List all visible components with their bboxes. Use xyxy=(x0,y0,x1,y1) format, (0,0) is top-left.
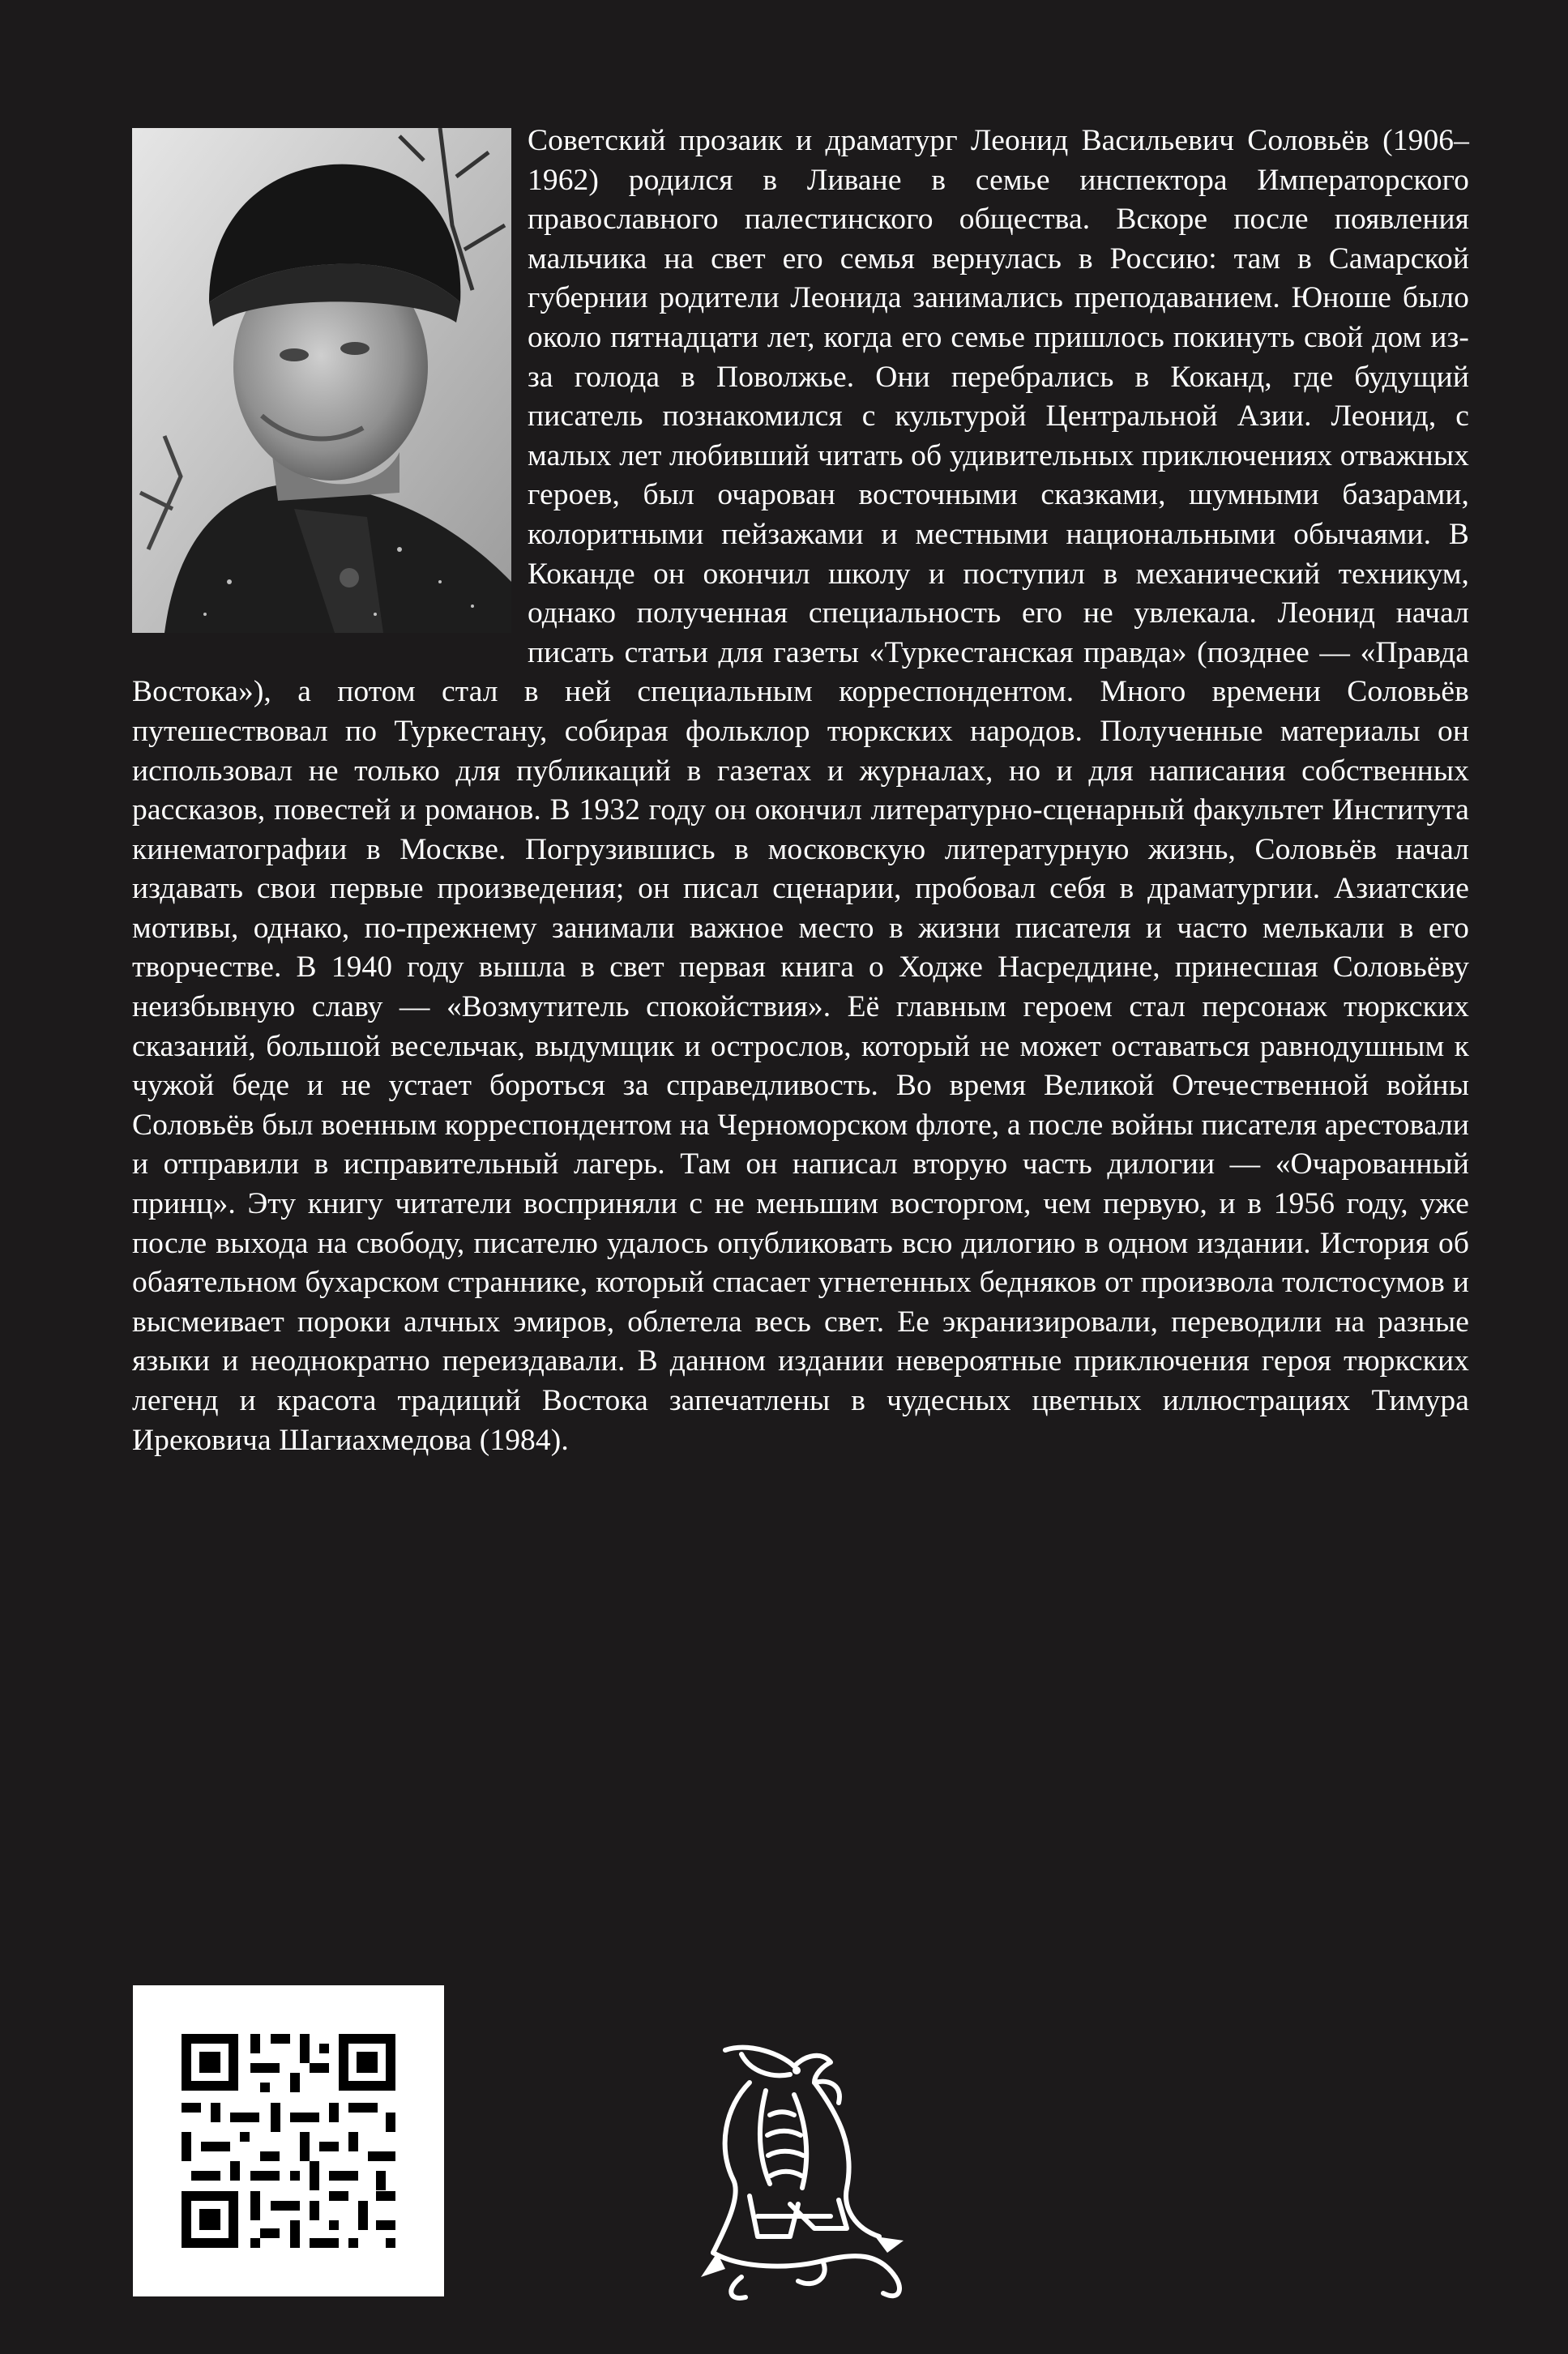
author-biography xyxy=(132,122,1469,1460)
publisher-logo xyxy=(693,2034,912,2309)
photo-wrap-spacer xyxy=(132,122,528,664)
qr-code-icon xyxy=(133,1985,444,2296)
author-biography-text: Советский прозаик и драматург Леонид Васильевич Соловьёв (1906–1962) родился в Ливане в семье инспектора Императорского православного палестинского общества. Вскоре после появления мальчика на свет его семья вернулась в Россию: там в Самарской губернии родители Леонида занимались преподаванием. Юноше было около пятнадцати лет, когда его семье пришлось покинуть свой дом из-за голода в Поволжье. Они перебрались в Коканд, где будущий писатель познакомился с культурой Центральной Азии. Леонид, с малых лет любивший читать об удивительных приключениях отважных героев, был очарован восточными сказками, шумными базарами, колоритными пейзажами и местными национальными обычаями. В Коканде он окончил школу и поступил в механический техникум, однако полученная специальность его не увлекала. Леонид начал писать статьи для газеты «Туркестанская правда» (позднее — «Правда Востока»), а потом стал в ней специальным корреспондентом. Много времени Соловьёв путешествовал по Туркестану, собирая фольклор тюркских народов. Полученные материалы он использовал не только для публикаций в газетах и журналах, но и для написания собственных рассказов, повестей и романов. В 1932 году он окончил литературно-сценарный факультет Института кинематографии в Москве. Погрузившись в московскую литературную жизнь, Соловьёв начал издавать свои первые произведения; он писал сценарии, пробовал себя в драматургии. Азиатские мотивы, однако, по-прежнему занимали важное место в жизни писателя и часто мелькали в его творчестве. В 1940 году вышла в свет первая книга о Ходже Насреддине, принесшая Соловьёву неизбывную славу — «Возмутитель спокойствия». Её главным героем стал персонаж тюркских сказаний, большой весельчак, выдумщик и острослов, который не может оставаться равнодушным к чужой беде и не устает бороться за справедливость. Во время Великой Отечественной войны Соловьёв был военным корреспондентом на Черноморском флоте, а после войны писателя арестовали и отправили в исправительный лагерь. Там он написал вторую часть дилогии — «Очарованный принц». Эту книгу читатели восприняли с не меньшим восторгом, чем первую, и в 1956 году, уже после выхода на свободу, писателю удалось опубликовать всю дилогию в одном издании. История об обаятельном бухарском страннике, который спасает угнетенных бедняков от произвола толстосумов и высмеивает пороки алчных эмиров, облетела весь свет. Ее экранизировали, переводили на разные языки и неоднократно переиздавали. В данном издании невероятные приключения героя тюркских легенд и красота традиций Востока запечатлены в чудесных цветных иллюстрациях Тимура Ирековича Шагиахмедова (1984). xyxy=(132,124,1469,1457)
dragon-emblem-icon xyxy=(693,2034,912,2309)
qr-code[interactable] xyxy=(133,1985,444,2296)
